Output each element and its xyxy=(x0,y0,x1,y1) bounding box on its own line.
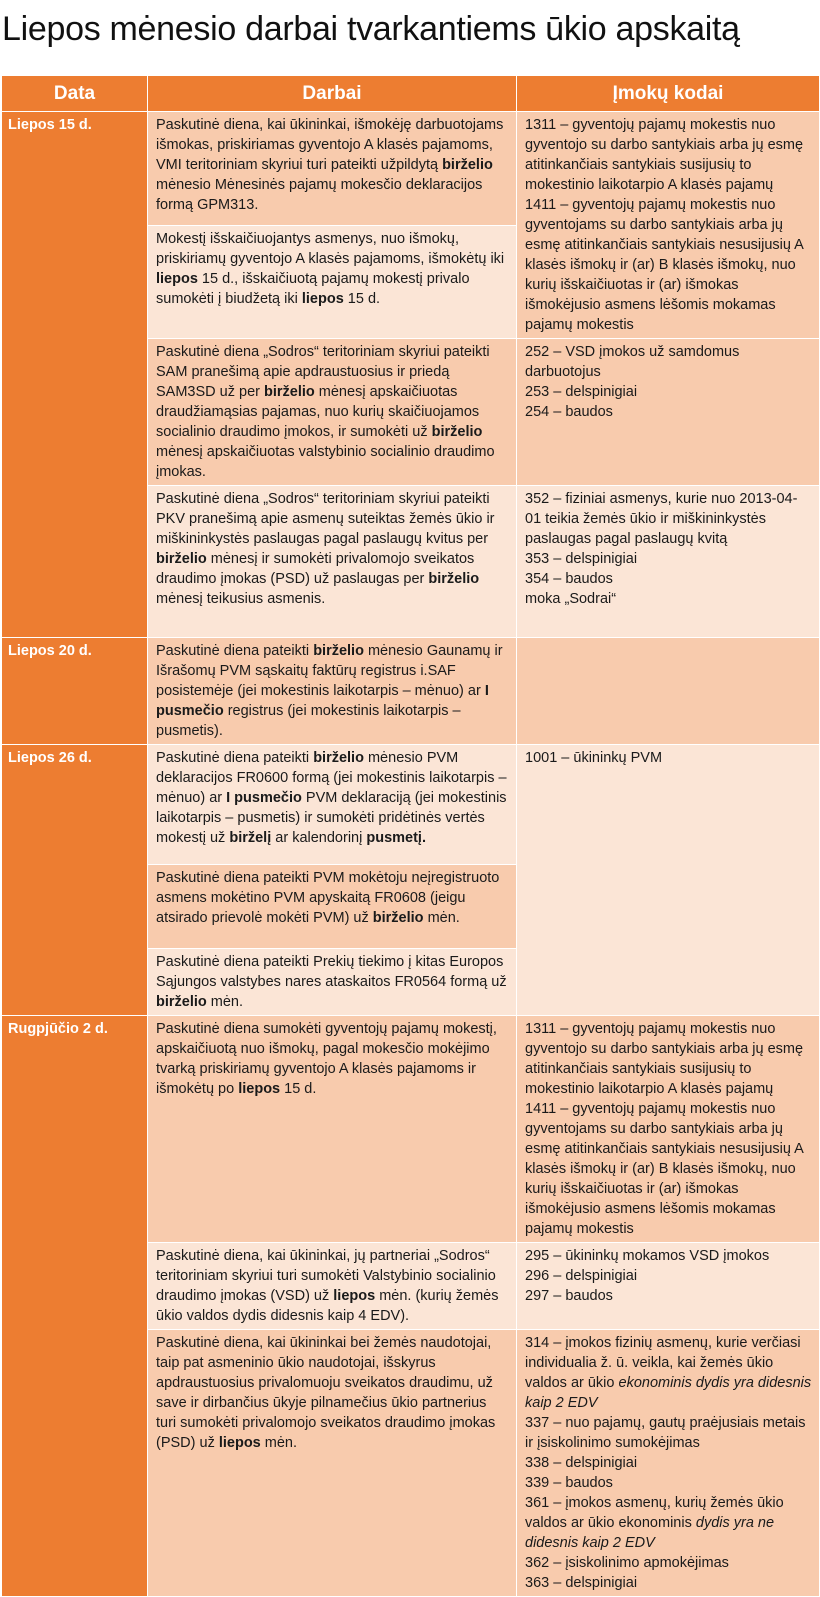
table-row xyxy=(2,745,820,865)
code-line: 1311 – gyventojų pajamų mokestis nuo gyventojo su darbo santykiais arba jų esmę atitinkančiais santykiais susijusių to mokestinio laikotarpio A klasės pajamų xyxy=(525,117,804,193)
code-line: 339 – baudos xyxy=(525,1475,613,1491)
code-line: 1001 – ūkininkų PVM xyxy=(525,750,663,766)
date-cell: Liepos 26 d. xyxy=(2,745,148,1016)
code-line: 1311 – gyventojų pajamų mokestis nuo gyventojo su darbo santykiais arba jų esmę atitinkančiais santykiais susijusių to mokestinio laikotarpio A klasės pajamų xyxy=(525,1021,804,1097)
codes-cell xyxy=(517,638,820,745)
codes-cell xyxy=(517,112,820,339)
work-cell: Paskutinė diena pateikti birželio mėnesio PVM deklaracijos FR0600 formą (jei mokestinis laikotarpis – mėnuo) ar I pusmečio PVM deklaraciją (jei mokestinis laikotarpis – pusmetis) ir sumokėti pridėtinės vertės mokestį už birželį ar kalendorinį pusmetį. xyxy=(148,745,517,865)
header-date: Data xyxy=(2,76,148,112)
code-line: 295 – ūkininkų mokamos VSD įmokos xyxy=(525,1248,770,1264)
codes-cell xyxy=(517,745,820,1016)
code-line: 252 – VSD įmokos už samdomus darbuotojus xyxy=(525,344,740,380)
header-codes: Įmokų kodai xyxy=(517,76,820,112)
codes-cell xyxy=(517,1016,820,1243)
work-cell: Paskutinė diena sumokėti gyventojų pajamų mokestį, apskaičiuotą nuo išmokų, pagal mokesčio mokėjimo tvarką priskiriamų gyventojo A klasės pajamoms ir išmokėtų po liepos 15 d. xyxy=(148,1016,517,1243)
code-line: 353 – delspinigiai xyxy=(525,551,638,567)
codes-cell xyxy=(517,1243,820,1330)
schedule-table xyxy=(1,75,820,1597)
code-line: 337 – nuo pajamų, gautų praėjusiais metais ir įsiskolinimo sumokėjimas xyxy=(525,1415,806,1451)
code-line: 254 – baudos xyxy=(525,404,613,420)
work-cell: Paskutinė diena „Sodros“ teritoriniam skyriui pateikti SAM pranešimą apie apdraustuosius ir priedą SAM3SD už per birželio mėnesį apskaičiuotas draudžiamąsias pajamas, nuo kurių skaičiuojamos socialinio draudimo įmokos, ir sumokėti už birželio mėnesį apskaičiuotas valstybinio socialinio draudimo įmokas. xyxy=(148,339,517,486)
code-line: 363 – delspinigiai xyxy=(525,1575,638,1591)
work-cell: Paskutinė diena, kai ūkininkai, jų partneriai „Sodros“ teritoriniam skyriui turi sumokėti Valstybinio socialinio draudimo įmokas (VSD) už liepos mėn. (kurių žemės ūkio valdos dydis didesnis kaip 4 EDV). xyxy=(148,1243,517,1330)
work-cell: Paskutinė diena, kai ūkininkai bei žemės naudotojai, taip pat asmeninio ūkio naudotojai, išskyrus apdraustuosius privalomuoju sveikatos draudimu, už save ir dirbančius ūkyje pilnamečius ūkio partnerius turi sumokėti privalomojo sveikatos draudimo įmokas (PSD) už liepos mėn. xyxy=(148,1330,517,1597)
code-line: 314 – įmokos fizinių asmenų, kurie verčiasi individualia ž. ū. veikla, kai žemės ūkio valdos ar ūkio ekonominis dydis yra didesnis kaip 2 EDV xyxy=(525,1335,812,1411)
code-line: 1411 – gyventojų pajamų mokestis nuo gyventojams su darbo santykiais arba jų esmę atitinkančiais santykiais nesusijusių A klasės išmokų ir (ar) B klasės išmokų, nuo kurių išskaičiuotas ir (ar) išmokas išmokėjusio asmens lėšomis mokamas pajamų mokestis xyxy=(525,197,804,333)
code-line: 297 – baudos xyxy=(525,1288,613,1304)
code-line: moka „Sodrai“ xyxy=(525,591,617,607)
page-title: Liepos mėnesio darbai tvarkantiems ūkio apskaitą xyxy=(2,10,740,48)
codes-cell xyxy=(517,1330,820,1597)
table-row xyxy=(2,638,820,745)
header-row xyxy=(2,76,820,112)
code-line: 361 – įmokos asmenų, kurių žemės ūkio valdos ar ūkio ekonominis dydis yra ne didesnis kaip 2 EDV xyxy=(525,1495,784,1551)
codes-cell xyxy=(517,339,820,486)
code-line: 354 – baudos xyxy=(525,571,613,587)
work-cell: Paskutinė diena pateikti Prekių tiekimo į kitas Europos Sąjungos valstybes nares ataskaitos FR0564 formą už birželio mėn. xyxy=(148,949,517,1016)
work-cell: Paskutinė diena „Sodros“ teritoriniam skyriui pateikti PKV pranešimą apie asmenų suteiktas žemės ūkio ir miškininkystės paslaugas pagal paslaugų kvitus per birželio mėnesį ir sumokėti privalomojo sveikatos draudimo įmokas (PSD) už paslaugas per birželio mėnesį teikusius asmenis. xyxy=(148,486,517,638)
date-cell: Liepos 15 d. xyxy=(2,112,148,638)
code-line: 352 – fiziniai asmenys, kurie nuo 2013-04-01 teikia žemės ūkio ir miškininkystės paslaugas pagal paslaugų kvitą xyxy=(525,491,798,547)
codes-cell xyxy=(517,486,820,638)
date-cell: Rugpjūčio 2 d. xyxy=(2,1016,148,1597)
work-cell: Paskutinė diena pateikti birželio mėnesio Gaunamų ir Išrašomų PVM sąskaitų faktūrų registrus i.SAF posistemėje (jei mokestinis laikotarpis – mėnuo) ar I pusmečio registrus (jei mokestinis laikotarpis – pusmetis). xyxy=(148,638,517,745)
work-cell: Mokestį išskaičiuojantys asmenys, nuo išmokų, priskiriamų gyventojo A klasės pajamoms, išmokėtų iki liepos 15 d., išskaičiuotą pajamų mokestį privalo sumokėti į biudžetą iki liepos 15 d. xyxy=(148,225,517,339)
work-cell: Paskutinė diena, kai ūkininkai, išmokėję darbuotojams išmokas, priskiriamas gyventojo A klasės pajamoms, VMI teritoriniam skyriui turi pateikti užpildytą birželio mėnesio Mėnesinės pajamų mokesčio deklaracijos formą GPM313. xyxy=(148,112,517,226)
code-line: 296 – delspinigiai xyxy=(525,1268,638,1284)
table-row xyxy=(2,1016,820,1243)
code-line: 1411 – gyventojų pajamų mokestis nuo gyventojams su darbo santykiais arba jų esmę atitinkančiais santykiais nesusijusių A klasės išmokų ir (ar) B klasės išmokų, nuo kurių išskaičiuotas ir (ar) išmokas išmokėjusio asmens lėšomis mokamas pajamų mokestis xyxy=(525,1101,804,1237)
code-line: 338 – delspinigiai xyxy=(525,1455,638,1471)
code-line: 362 – įsiskolinimo apmokėjimas xyxy=(525,1555,729,1571)
header-works: Darbai xyxy=(148,76,517,112)
date-cell: Liepos 20 d. xyxy=(2,638,148,745)
code-line: 253 – delspinigiai xyxy=(525,384,638,400)
work-cell: Paskutinė diena pateikti PVM mokėtoju neįregistruoto asmens mokėtino PVM apyskaitą FR0608 (jeigu atsirado prievolė mokėti PVM) už birželio mėn. xyxy=(148,865,517,949)
table-row xyxy=(2,112,820,226)
